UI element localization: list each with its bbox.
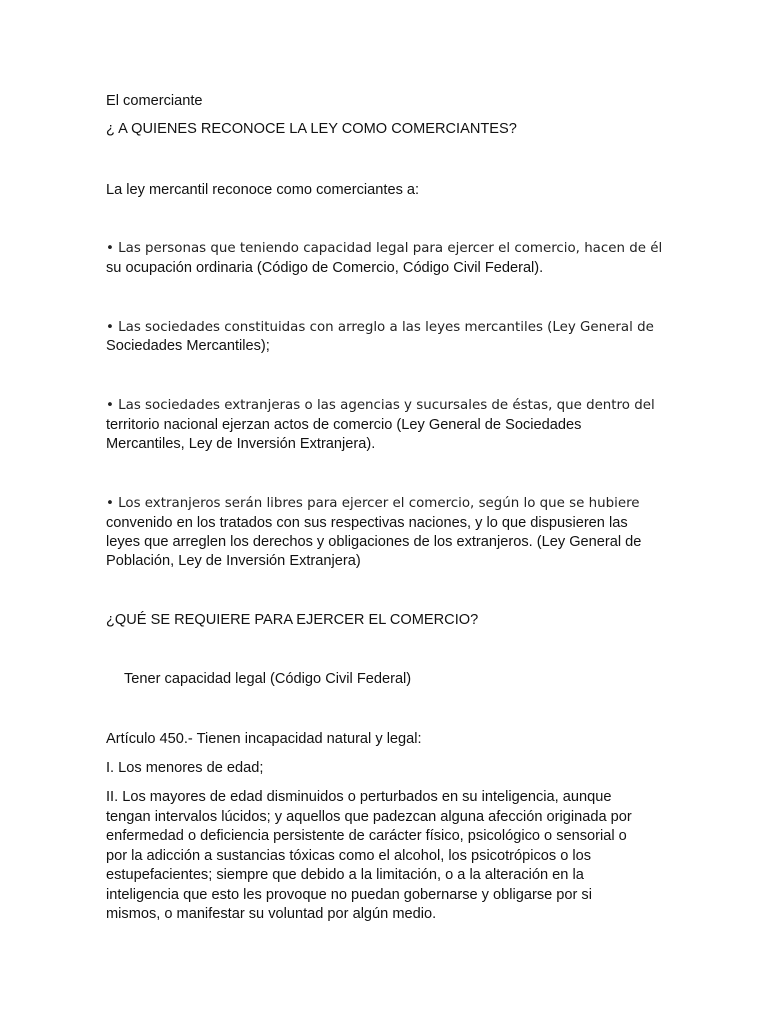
bullet-line: convenido en los tratados con sus respectivas naciones, y lo que dispusieren las <box>106 515 628 531</box>
bullet-line: leyes que arreglen los derechos y obligaciones de los extranjeros. (Ley General de <box>106 534 642 550</box>
bullet-line: • Las personas que teniendo capacidad legal para ejercer el comercio, hacen de él <box>106 241 663 256</box>
bullet-line: Mercantiles, Ley de Inversión Extranjera). <box>106 436 376 452</box>
bullet-line: su ocupación ordinaria (Código de Comercio, Código Civil Federal). <box>106 260 544 276</box>
article-item-1: I. Los menores de edad; <box>106 760 264 776</box>
bullet-line: • Los extranjeros serán libres para ejercer el comercio, según lo que se hubiere <box>106 496 640 511</box>
bullet-line: • Las sociedades extranjeras o las agencias y sucursales de éstas, que dentro del <box>106 398 655 413</box>
article-item-line: mismos, o manifestar su voluntad por algún medio. <box>106 906 437 922</box>
document-title: El comerciante <box>106 93 203 109</box>
bullet-line: • Las sociedades constituidas con arreglo a las leyes mercantiles (Ley General de <box>106 320 654 335</box>
bullet-line: Sociedades Mercantiles); <box>106 338 270 354</box>
article-item-line: por la adicción a sustancias tóxicas como el alcohol, los psicotrópicos o los <box>106 848 592 864</box>
article-item-line: estupefacientes; siempre que debido a la limitación, o a la alteración en la <box>106 867 584 883</box>
question-heading-1: ¿ A QUIENES RECONOCE LA LEY COMO COMERCIANTES? <box>106 121 517 137</box>
article-item-line: II. Los mayores de edad disminuidos o perturbados en su inteligencia, aunque <box>106 789 612 805</box>
bullet-line: Población, Ley de Inversión Extranjera) <box>106 553 361 569</box>
article-item-line: inteligencia que esto les provoque no puedan gobernarse y obligarse por si <box>106 887 592 903</box>
document-page <box>106 0 666 1024</box>
article-heading: Artículo 450.- Tienen incapacidad natural y legal: <box>106 731 422 747</box>
article-item-line: enfermedad o deficiencia persistente de carácter físico, psicológico o sensorial o <box>106 828 627 844</box>
requirement-line: Tener capacidad legal (Código Civil Federal) <box>124 671 412 687</box>
question-heading-2: ¿QUÉ SE REQUIERE PARA EJERCER EL COMERCIO? <box>106 612 479 628</box>
article-item-line: tengan intervalos lúcidos; y aquellos que padezcan alguna afección originada por <box>106 809 632 825</box>
intro-paragraph: La ley mercantil reconoce como comerciantes a: <box>106 182 420 198</box>
bullet-line: territorio nacional ejerzan actos de comercio (Ley General de Sociedades <box>106 417 582 433</box>
